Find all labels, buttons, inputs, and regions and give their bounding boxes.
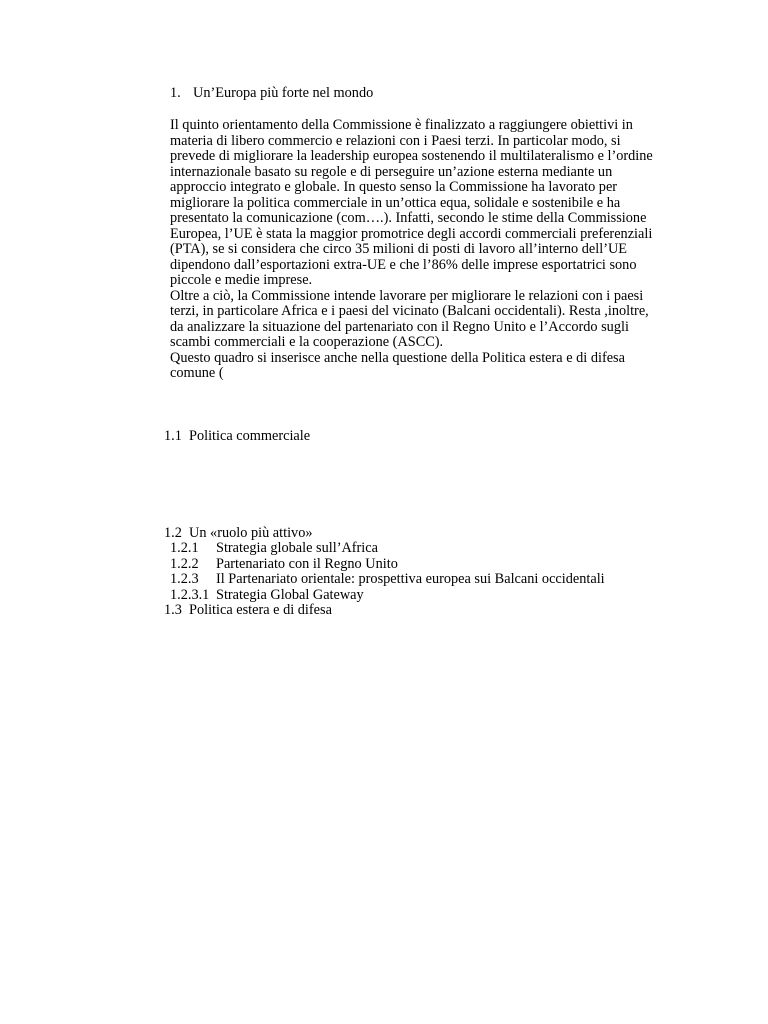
section-title: Il Partenariato orientale: prospettiva europea sui Balcani occidentali (216, 571, 605, 587)
paragraph-2: Oltre a ciò, la Commissione intende lavorare per migliorare le relazioni con i paesi terzi, in particolare Africa e i paesi del vicinato (Balcani occidentali). Resta ,inoltre, da analizzare la situazione del partenariato con il Regno Unito e l’Accordo sugli scambi commerciali e la cooperazione (ASCC). (170, 287, 649, 350)
section-number: 1.2.3 (170, 571, 199, 587)
heading-title: Un’Europa più forte nel mondo (193, 85, 374, 101)
section-number: 1.2.1 (170, 540, 199, 556)
section-title: Politica estera e di difesa (189, 602, 332, 618)
section-1-3 (164, 603, 332, 619)
section-number: 1.2 (164, 525, 182, 541)
section-number: 1.1 (164, 428, 182, 444)
section-title: Un «ruolo più attivo» (189, 525, 313, 541)
section-1-2-1 (170, 541, 378, 557)
section-number: 1.3 (164, 602, 182, 618)
section-title: Strategia globale sull’Africa (216, 540, 378, 556)
paragraph-3: Questo quadro si inserisce anche nella questione della Politica estera e di difesa comune ( (170, 349, 625, 381)
paragraph-1: Il quinto orientamento della Commissione è finalizzato a raggiungere obiettivi in materia di libero commercio e relazioni con i Paesi terzi. In particolar modo, si prevede di migliorare la leadership europea sostenendo il multilateralismo e l’ordine internazionale basato su regole e di perseguire un’azione esterna mediante un approccio integrato e globale. In questo senso la Commissione ha lavorato per migliorare la politica commerciale in un’ottica equa, solidale e sostenibile e ha presentato la comunicazione (com….). Infatti, secondo le stime della Commissione Europea, l’UE è stata la maggior promotrice degli accordi commerciali preferenziali (PTA), se si considera che circo 35 milioni di posti di lavoro all’interno dell’UE dipendono dall’esportazioni extra-UE e che l’86% delle imprese esportatrici sono piccole e medie imprese. (170, 117, 653, 288)
section-title: Strategia Global Gateway (216, 587, 364, 603)
section-title: Politica commerciale (189, 428, 311, 444)
section-1-2-3 (170, 572, 605, 588)
heading-number: 1. (170, 85, 181, 101)
section-number: 1.2.2 (170, 556, 199, 572)
section-heading-1 (170, 86, 373, 102)
section-title: Partenariato con il Regno Unito (216, 556, 398, 572)
section-1-1 (164, 429, 310, 445)
body-text (170, 118, 660, 382)
section-number: 1.2.3.1 (170, 587, 210, 603)
